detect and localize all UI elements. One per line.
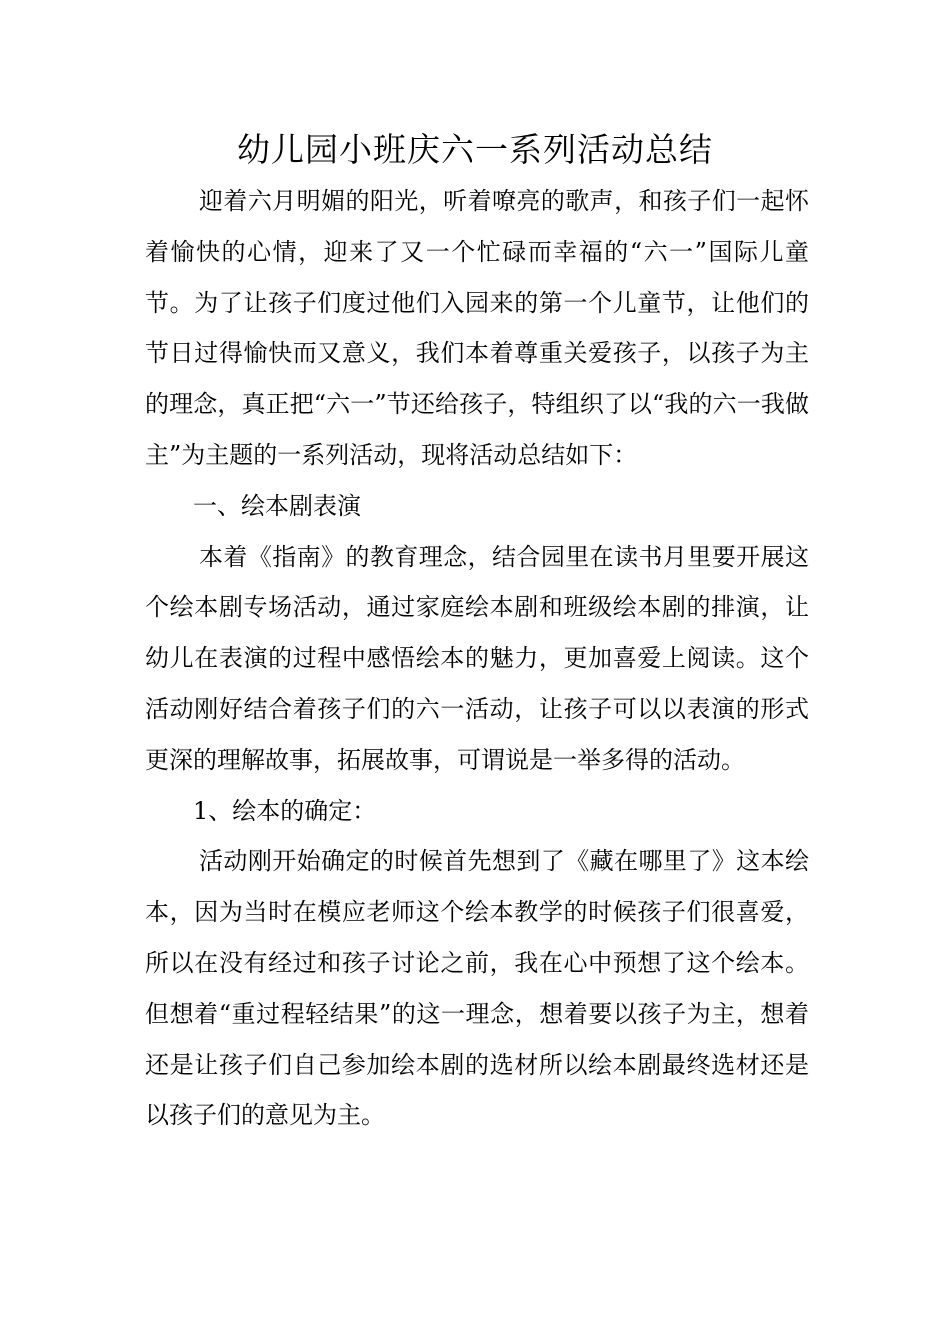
intro-paragraph: 迎着六月明媚的阳光，听着嘹亮的歌声，和孩子们一起怀着愉快的心情，迎来了又一个忙碌而幸福的“六一”国际儿童节。为了让孩子们度过他们入园来的第一个儿童节，让他们的节日过得愉快而又意义，我们本着尊重关爱孩子，以孩子为主的理念，真正把“六一”节还给孩子，特组织了以“我的六一我做主”为主题的一系列活动，现将活动总结如下： [145, 187, 809, 469]
document-body [145, 176, 809, 1141]
subsection-paragraph-selection: 活动刚开始确定的时候首先想到了《藏在哪里了》这本绘本，因为当时在模应老师这个绘本教学的时候孩子们很喜爱，所以在没有经过和孩子讨论之前，我在心中预想了这个绘本。但想着“重过程轻结果”的这一理念，想着要以孩子为主，想着还是让孩子们自己参加绘本剧的选材所以绘本剧最终选材还是以孩子们的意见为主。 [145, 847, 809, 1130]
subsection-heading-book-selection: 1、绘本的确定： [193, 796, 377, 825]
section-paragraph-guideline: 本着《指南》的教育理念，结合园里在读书月里要开展这个绘本剧专场活动，通过家庭绘本剧和班级绘本剧的排演，让幼儿在表演的过程中感悟绘本的魅力，更加喜爱上阅读。这个活动刚好结合着孩子们的六一活动，让孩子可以以表演的形式更深的理解故事，拓展故事，可谓说是一举多得的活动。 [145, 542, 809, 774]
section-heading-picture-book-drama: 一、绘本剧表演 [193, 491, 361, 520]
document-title: 幼儿园小班庆六一系列活动总结 [237, 130, 713, 169]
